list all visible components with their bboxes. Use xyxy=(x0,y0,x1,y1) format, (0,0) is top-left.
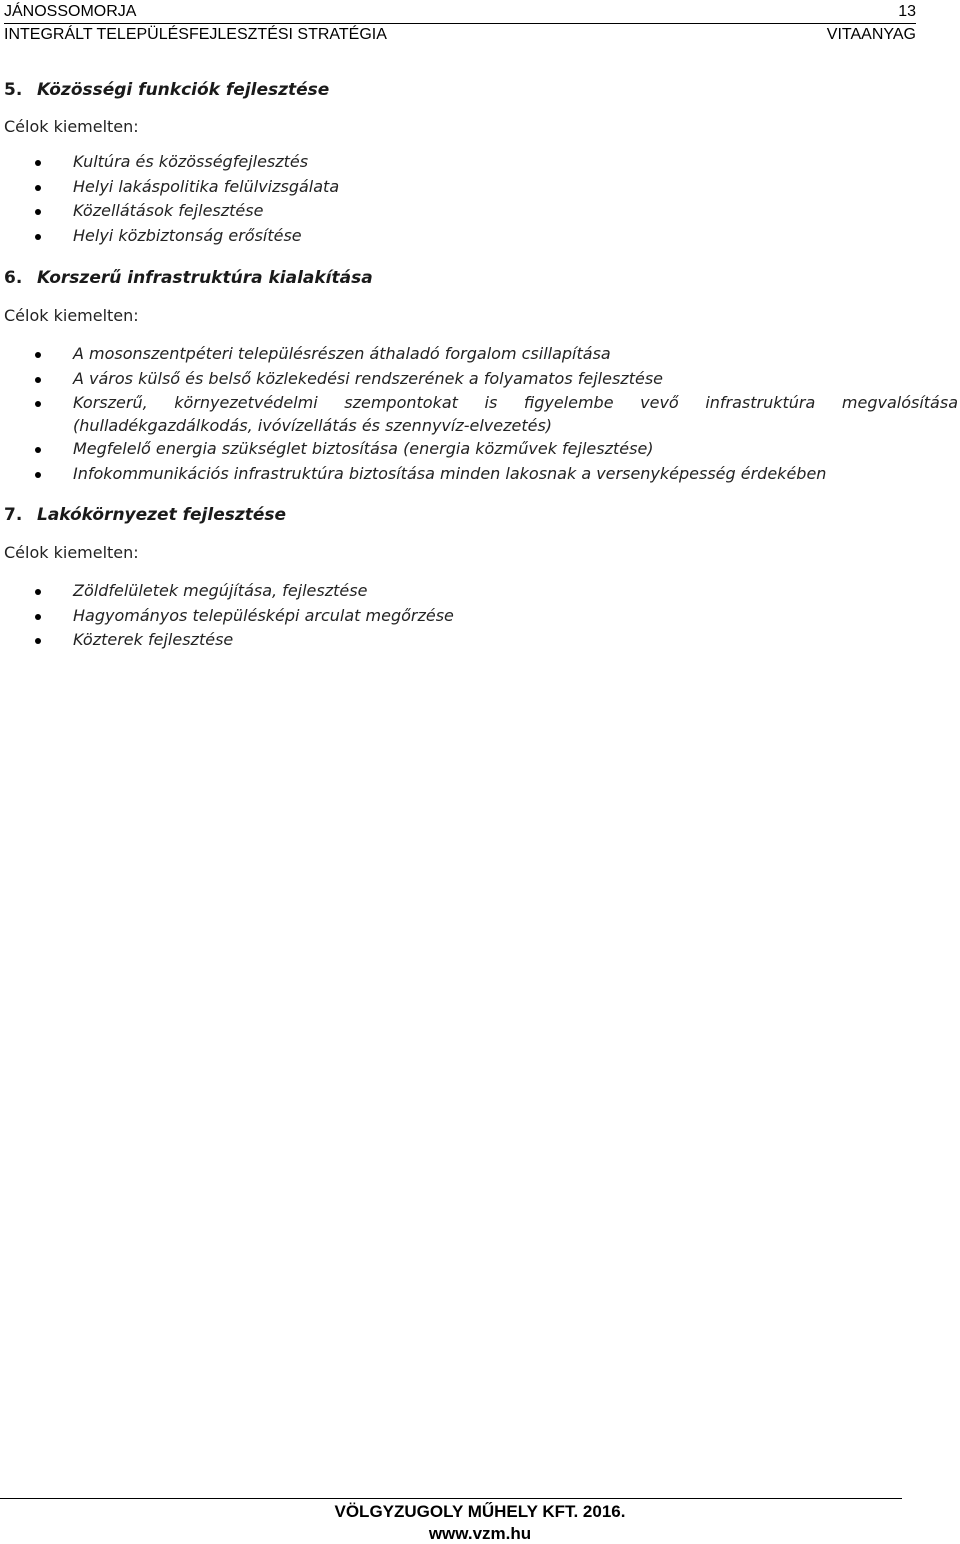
list-item xyxy=(0,628,958,653)
list-item xyxy=(0,342,958,367)
list-item xyxy=(0,391,958,437)
page-number: 13 xyxy=(898,3,916,20)
section-5-title xyxy=(4,80,329,100)
section-title-text: Lakókörnyezet fejlesztése xyxy=(37,505,287,525)
bullet-icon xyxy=(35,352,41,358)
section-title-text: Korszerű infrastruktúra kialakítása xyxy=(37,268,373,288)
section-number: 5. xyxy=(4,80,23,100)
list-item-text: Közterek fejlesztése xyxy=(73,630,234,649)
section-title-text: Közösségi funkciók fejlesztése xyxy=(37,80,330,100)
section-6-title xyxy=(4,268,373,288)
section-number: 6. xyxy=(4,268,23,288)
list-item-text: Közellátások fejlesztése xyxy=(73,201,264,220)
bullet-icon xyxy=(35,401,41,407)
section-number: 7. xyxy=(4,505,23,525)
list-item-text: Helyi lakáspolitika felülvizsgálata xyxy=(73,176,340,196)
list-item-text: A város külső és belső közlekedési rendszerének a folyamatos fejlesztése xyxy=(73,368,663,388)
bullet-icon xyxy=(35,185,41,191)
list-item xyxy=(0,462,958,487)
list-item-text: Zöldfelületek megújítása, fejlesztése xyxy=(73,581,368,600)
footer-company: VÖLGYZUGOLY MŰHELY KFT. 2016. xyxy=(334,1502,626,1521)
list-item-text: Megfelelő energia szükséglet biztosítása (energia közművek fejlesztése) xyxy=(73,439,654,458)
bullet-icon xyxy=(35,234,41,240)
list-item xyxy=(0,199,958,224)
footer-website: www.vzm.hu xyxy=(428,1524,532,1543)
header-row-bottom xyxy=(4,24,916,46)
section-6-goals-label: Célok kiemelten: xyxy=(4,306,139,325)
list-item xyxy=(0,579,958,604)
list-item-text: Helyi közbiztonság erősítése xyxy=(73,225,302,245)
bullet-icon xyxy=(35,614,41,620)
page-header xyxy=(4,0,916,46)
bullet-icon xyxy=(35,377,41,383)
list-item xyxy=(0,224,958,249)
list-item xyxy=(0,175,958,200)
bullet-icon xyxy=(35,589,41,595)
section-7-goal-list xyxy=(0,579,958,653)
list-item-text: Kultúra és közösségfejlesztés xyxy=(73,152,309,171)
section-6-goal-list xyxy=(0,342,958,486)
section-7-title xyxy=(4,505,286,525)
bullet-icon xyxy=(35,472,41,478)
bullet-icon xyxy=(35,447,41,453)
header-document-title: INTEGRÁLT TELEPÜLÉSFEJLESZTÉSI STRATÉGIA xyxy=(4,26,387,43)
header-document-status: VITAANYAG xyxy=(826,26,916,43)
footer-rule xyxy=(0,1498,902,1499)
list-item-text: Infokommunikációs infrastruktúra biztosítása minden lakosnak a versenyképesség érdekében xyxy=(73,463,827,483)
list-item xyxy=(0,150,958,175)
list-item xyxy=(0,604,958,629)
bullet-icon xyxy=(35,160,41,166)
bullet-icon xyxy=(35,209,41,215)
list-item xyxy=(0,437,958,462)
section-7-goals-label: Célok kiemelten: xyxy=(4,543,139,562)
list-item-text: A mosonszentpéteri településrészen áthaladó forgalom csillapítása xyxy=(73,344,611,363)
header-municipality: JÁNOSSOMORJA xyxy=(4,3,137,20)
section-5-goals-label: Célok kiemelten: xyxy=(4,117,139,136)
bullet-icon xyxy=(35,638,41,644)
list-item-text: Hagyományos településképi arculat megőrzése xyxy=(73,605,454,625)
list-item-text: Korszerű, környezetvédelmi szempontokat is figyelembe vevő infrastruktúra megvalósítása (hulladékgazdálkodás, ivóvízellátás és szennyvíz-elvezetés) xyxy=(73,393,958,435)
section-5-goal-list xyxy=(0,150,958,248)
header-row-top xyxy=(4,1,916,24)
list-item xyxy=(0,367,958,392)
